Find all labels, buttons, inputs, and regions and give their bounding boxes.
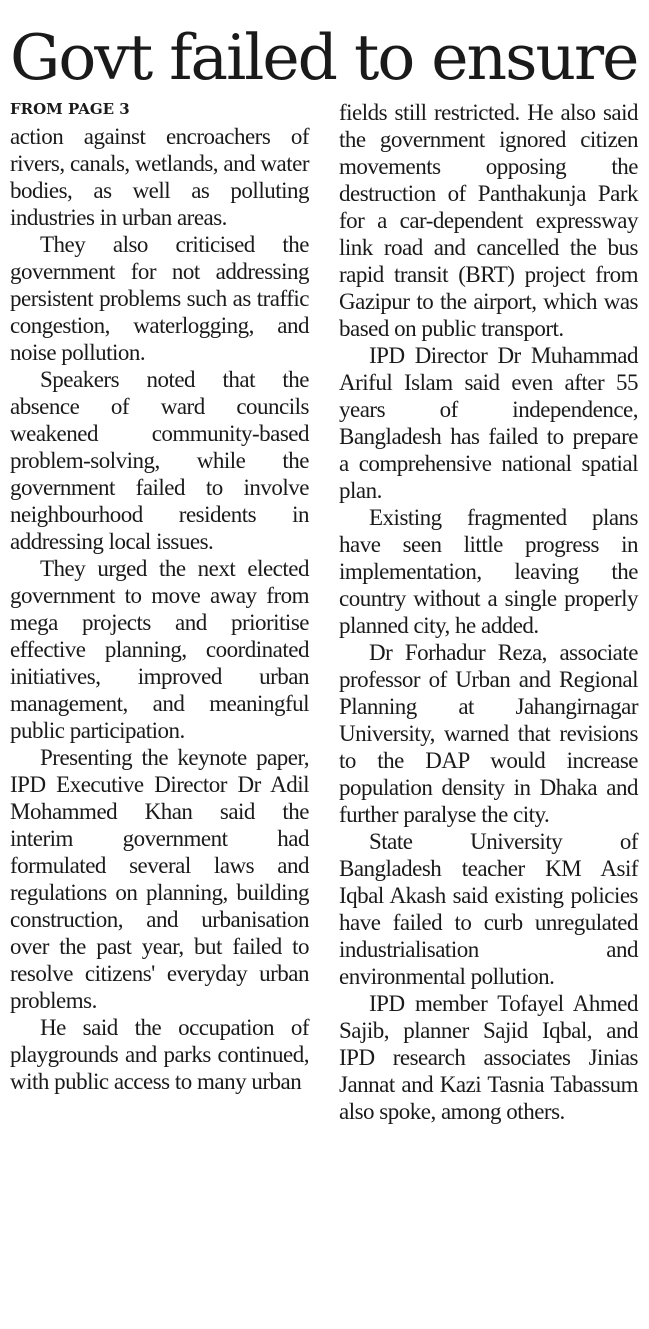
paragraph: action against encroachers of rivers, canals, wetlands, and water bodies, as well as polluting industries in urban areas. [10,124,309,230]
headline: Govt failed to ensure [10,21,638,94]
paragraph: Presenting the keynote paper, IPD Executive Director Dr Adil Mohammed Khan said the interim government had formulated several laws and regulations on planning, building construction, and urbanisation over the past year, but failed to resolve citizens' everyday urban problems. [10,745,309,1013]
paragraph: State University of Bangladesh teacher KM Asif Iqbal Akash said existing policies have failed to curb unregulated industrialisation and environmental pollution. [339,829,638,989]
paragraph: fields still restricted. He also said the government ignored citizen movements opposing the destruction of Panthakunja Park for a car-dependent expressway link road and cancelled the bus rapid transit (BRT) project from Gazipur to the airport, which was based on public transport. [339,100,638,341]
paragraph: IPD Director Dr Muhammad Ariful Islam said even after 55 years of independence, Bangladesh has failed to prepare a comprehensive national spatial plan. [339,343,638,503]
left-column [10,123,309,1095]
paragraph: Dr Forhadur Reza, associate professor of Urban and Regional Planning at Jahangirnagar University, warned that revisions to the DAP would increase population density in Dhaka and further paralyse the city. [339,640,638,827]
paragraph: IPD member Tofayel Ahmed Sajib, planner Sajid Iqbal, and IPD research associates Jinias Jannat and Kazi Tasnia Tabassum also spoke, among others. [339,991,638,1124]
paragraph: Speakers noted that the absence of ward councils weakened community-based problem-solving, while the government failed to involve neighbourhood residents in addressing local issues. [10,367,309,554]
right-column [339,99,638,1125]
paragraph: He said the occupation of playgrounds and parks continued, with public access to many urban [10,1015,309,1094]
paragraph: Existing fragmented plans have seen little progress in implementation, leaving the country without a single properly planned city, he added. [339,505,638,638]
paragraph: They urged the next elected government to move away from mega projects and prioritise effective planning, coordinated initiatives, improved urban management, and meaningful public participation. [10,556,309,743]
continued-from-label: FROM PAGE 3 [10,100,130,118]
paragraph: They also criticised the government for not addressing persistent problems such as traffic congestion, waterlogging, and noise pollution. [10,232,309,365]
